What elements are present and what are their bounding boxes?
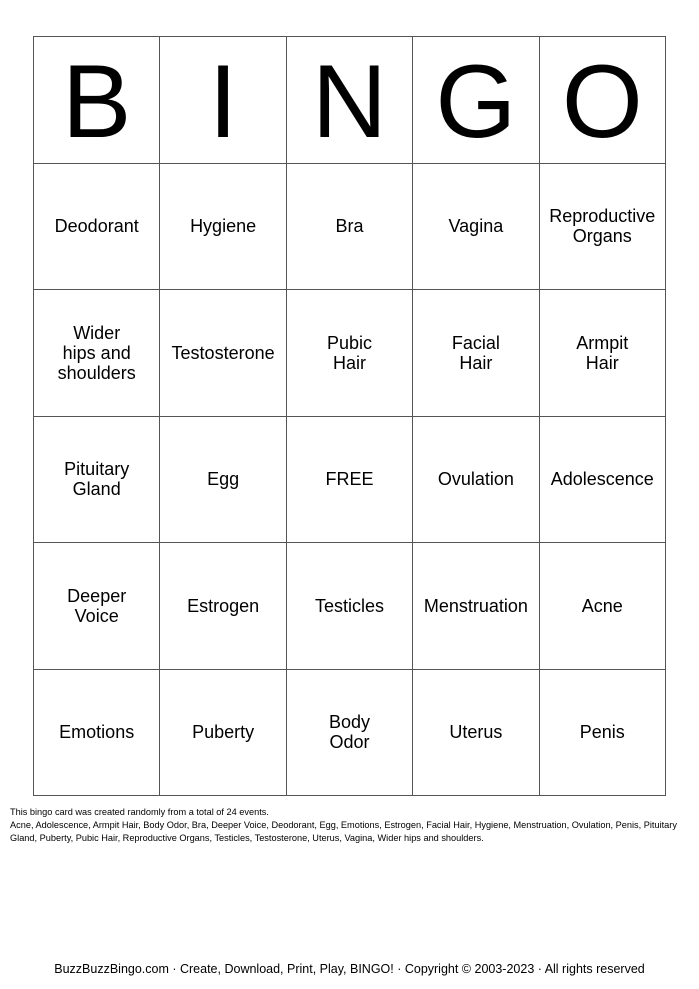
bingo-row [34,669,666,796]
bingo-cell: Testosterone [160,290,286,417]
page-footer: BuzzBuzzBingo.com · Create, Download, Print, Play, BINGO! · Copyright © 2003-2023 · All rights reserved [54,962,645,976]
free-space-cell: FREE [286,416,412,543]
bingo-cell: Puberty [160,669,286,796]
card-info-note [10,806,690,845]
bingo-cell: Testicles [286,543,412,670]
bingo-cell: Hygiene [160,163,286,290]
bingo-cell: Pituitary Gland [34,416,160,543]
bingo-row [34,163,666,290]
bingo-cell: Deeper Voice [34,543,160,670]
bingo-cell: Vagina [413,163,539,290]
header-letter: O [539,37,665,164]
card-info-summary: This bingo card was created randomly from a total of 24 events. [10,807,269,817]
bingo-header-row [34,37,666,164]
bingo-cell: Penis [539,669,665,796]
bingo-cell: Ovulation [413,416,539,543]
bingo-cell: Egg [160,416,286,543]
bingo-cell: Acne [539,543,665,670]
header-letter: N [286,37,412,164]
event-list: Acne, Adolescence, Armpit Hair, Body Odor, Bra, Deeper Voice, Deodorant, Egg, Emotions, Estrogen, Facial Hair, Hygiene, Menstruation, Ovulation, Penis, Pituitary Gland, Puberty, Pubic Hair, Reproductive Organs, Testicles, Testosterone, Uterus, Vagina, Wider hips and shoulders. [10,820,677,843]
bingo-row [34,416,666,543]
bingo-card [33,36,666,796]
bingo-cell: Emotions [34,669,160,796]
bingo-cell: Body Odor [286,669,412,796]
bingo-row [34,290,666,417]
bingo-cell: Bra [286,163,412,290]
bingo-cell: Pubic Hair [286,290,412,417]
bingo-cell: Deodorant [34,163,160,290]
bingo-cell: Uterus [413,669,539,796]
bingo-cell: Wider hips and shoulders [34,290,160,417]
bingo-cell: Estrogen [160,543,286,670]
bingo-cell: Facial Hair [413,290,539,417]
bingo-cell: Adolescence [539,416,665,543]
bingo-cell: Menstruation [413,543,539,670]
bingo-cell: Reproductive Organs [539,163,665,290]
header-letter: G [413,37,539,164]
bingo-cell: Armpit Hair [539,290,665,417]
header-letter: I [160,37,286,164]
bingo-row [34,543,666,670]
header-letter: B [34,37,160,164]
